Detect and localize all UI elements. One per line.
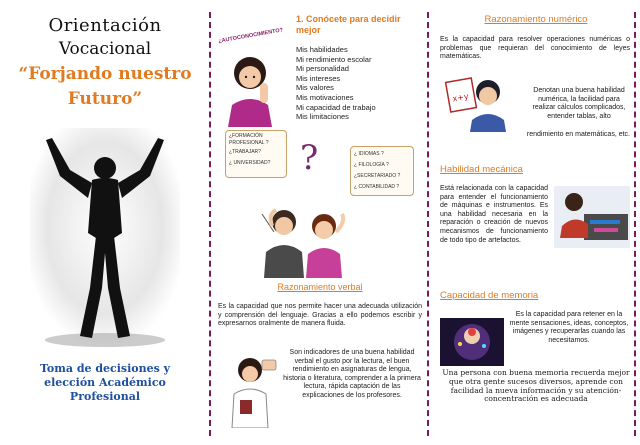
title-orientacion: Orientación [48, 15, 162, 36]
conocete-title: 1. Conócete para decidir mejor [296, 14, 401, 35]
title-vocacional: Vocacional [58, 39, 152, 59]
mecanica-title: Habilidad mecánica [440, 164, 523, 175]
mecanica-paragraph: Está relacionada con la capacidad para entender el funcionamiento de máquinas e instrumentos. Es una habilidad necesaria en la reparación o creación de nuevos mecanismos de funcionamiento de todo tipo de artefactos. [440, 185, 548, 244]
subtitle-line1: “Forjando nuestro [18, 64, 192, 84]
numerico-paragraph-1: Es la capacidad para resolver operaciones numéricas o problemas que requieran del conocimiento de leyes matemáticas. [440, 36, 630, 61]
panel-right-border [634, 12, 636, 436]
bubble-text: ¿SECRETARIADO ? [354, 173, 401, 179]
verbal-title: Razonamiento verbal [277, 282, 363, 292]
thought-bubble-right [350, 146, 414, 196]
bubble-text: ¿ UNIVERSIDAD? [229, 160, 271, 166]
autoconocimiento-label: ¿AUTOCONOCIMIENTO? [217, 27, 284, 45]
boy-math-image [442, 72, 520, 132]
memoria-paragraph-1: Es la capacidad para retener en la mente sensaciones, ideas, conceptos, imágenes y recuperarlas cuando las necesitamos. [509, 311, 629, 344]
two-students-image [252, 192, 362, 278]
bubble-text: ¿TRABAJAR? [229, 149, 261, 155]
list-item: Mis motivaciones [296, 92, 354, 102]
verbal-paragraph-2: Son indicadores de una buena habilidad verbal el gusto por la lectura, el buen rendimiento en asignaturas de lengua, historia o literatura, comprender a la primera lectura, rápida captación de las explicaciones de los profesores. [283, 349, 421, 399]
girl-reading-image [222, 350, 282, 428]
bubble-text: ¿FORMACIÓN PROFESIONAL ? [229, 133, 269, 146]
silhouette-figure-image [30, 128, 180, 350]
verbal-paragraph-1: Es la capacidad que nos permite hacer una adecuada utilización y comprensión del lenguaje. Gracias a ello podemos escribir y expresarnos oralmente de manera fluida. [218, 303, 422, 328]
list-item: Mis valores [296, 83, 334, 93]
panel-divider-right [427, 12, 429, 436]
self-knowledge-list [296, 45, 376, 122]
memoria-title: Capacidad de memoria [440, 290, 539, 301]
question-mark: ? [300, 138, 319, 178]
subtitle-line2: Futuro” [67, 89, 143, 109]
cover-footer-text: Toma de decisiones y elección Académico Profesional [39, 362, 171, 403]
numerico-paragraph-2: Denotan una buena habilidad numérica, la facilidad para realizar cálculos complicados, entender tablas, alto [532, 87, 626, 120]
panel-divider-left [209, 12, 211, 436]
list-item: Mis intereses [296, 73, 341, 83]
brain-memory-image [440, 318, 504, 366]
list-item: Mis limitaciones [296, 112, 349, 122]
mechanic-image [554, 186, 630, 248]
numerico-paragraph-2-end: rendimiento en matemáticas, etc. [526, 131, 630, 138]
numerico-title: Razonamiento numérico [484, 14, 588, 25]
bubble-text: ¿ IDIOMAS ? [354, 151, 384, 157]
girl-thinking-image [220, 45, 282, 127]
list-item: Mi capacidad de trabajo [296, 102, 376, 112]
thought-bubble-left [225, 130, 287, 178]
list-item: Mi personalidad [296, 64, 349, 74]
bubble-text: ¿ CONTABILIDAD ? [354, 184, 400, 190]
list-item: Mis habilidades [296, 45, 348, 54]
svg-text:x+y: x+y [451, 91, 470, 104]
cover-panel [0, 0, 210, 445]
memoria-paragraph-2: Una persona con buena memoria recuerda mejor que otra gente sucesos diversos, aprende con facilidad la nueva información y su atención-concentración es adecuada [442, 368, 630, 404]
list-item: Mi rendimiento escolar [296, 54, 372, 64]
bubble-text: ¿ FILOLOGÍA ? [354, 162, 389, 168]
